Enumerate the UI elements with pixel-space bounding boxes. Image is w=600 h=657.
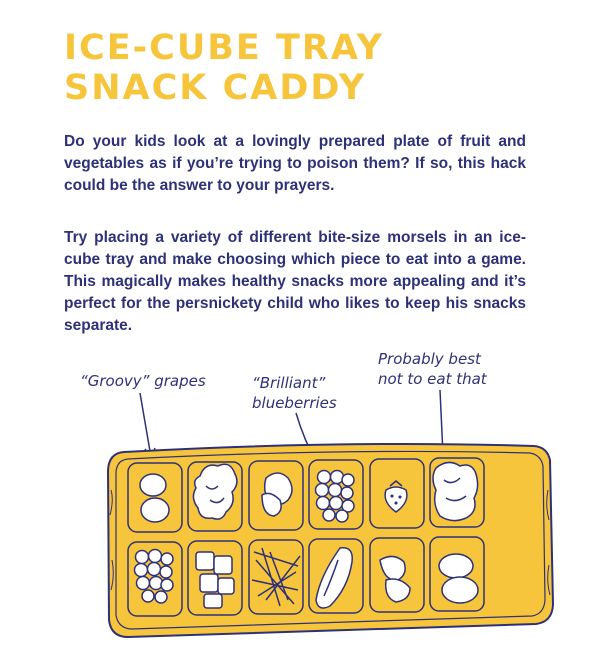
intro-paragraph: Do your kids look at a lovingly prepared plate of fruit and vegetables as if you’re trying to poison them? If so, this hack could be the answer to your prayers. [64,133,526,194]
caption-groovy-grapes: “Groovy” grapes [80,372,206,390]
title-line-2: SNACK CADDY [64,68,367,108]
page-title [64,28,384,108]
instructions-paragraph: Try placing a variety of different bite-size morsels in an ice-cube tray and make choosing which piece to eat into a game. This magically makes healthy snacks more appealing and it’s perfect for the persnickety child who likes to keep his snacks separate. [64,229,526,334]
ice-cube-tray-illustration [0,330,600,657]
title-line-1: ICE-CUBE TRAY [64,28,384,68]
caption-probably-best-line-1: Probably best [378,350,481,368]
caption-probably-best-line-2: not to eat that [378,370,487,388]
mystery-food [433,462,478,520]
caption-brilliant-line-2: blueberries [252,394,337,412]
caption-brilliant-line-1: “Brilliant” [252,374,326,392]
